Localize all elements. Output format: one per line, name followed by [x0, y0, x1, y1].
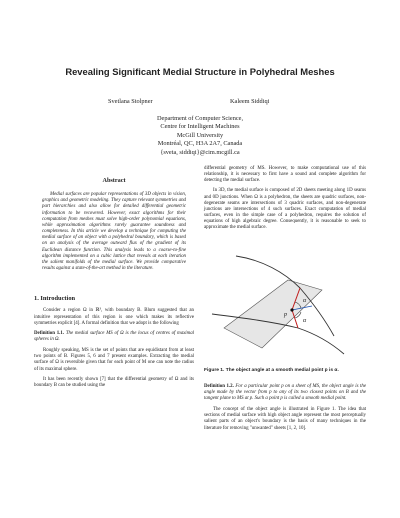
affiliation-line: Department of Computer Science, — [156, 115, 244, 122]
definition-1-2 — [204, 384, 366, 402]
affiliation-line: McGill University — [176, 131, 224, 139]
medial-sheet-plane — [224, 280, 322, 348]
paragraph: In 3D, the medial surface is composed of 2D sheets meeting along 1D seams and 0D junctions. When Ω is a polyhedron, the sheets are quadric surfaces, non-degenerate seams are intersections of 3 quadric surfaces, and non-degenerate junctions are intersections of 4 such surfaces. Exact computation of medial surfaces, even in the simple case of a polyhedron, requires the solution of equations of high algebraic degree. Consequently, it is reasonable to seek to approximate the medial surface. — [204, 188, 366, 231]
affiliation-block — [0, 115, 400, 157]
definition-label: Definition 1.1. — [34, 330, 65, 336]
caption-text: Figure 1. The object angle at a smooth medial point p is α. — [204, 367, 339, 373]
paragraph: Consider a region Ω in ℝ³, with boundary B. Blum suggested that an intuitive representation of this region is one which makes its reflective symmetries explicit [4]. A formal definition that we adopt is the following — [34, 308, 194, 326]
abstract-text: Medial surfaces are popular representations of 3D objects in vision, graphics and geometric modeling. They capture relevant symmetries and part hierarchies and also allow for detailed differential geometric information to be recovered. However, exact algorithms for their computation from meshes must solve high-order polynomial equations, while approximation algorithms rarely guarantee soundness and completeness. In this article we develop a technique for computing the medial surface of an object with a polyhedral boundary, which is based on an analysis of the average outward flux of the gradient of its Euclidean distance function. This analysis leads to a coarse-to-fine algorithm implemented on a cubic lattice that reveals at each iteration the salient manifolds of the medial surface. We provide comparative results against a state-of-the-art method in the literature. — [42, 192, 186, 272]
object-angle-diagram — [204, 236, 366, 364]
author-name: Svetlana Stolpner — [108, 98, 153, 105]
definition-label: Definition 1.2. — [204, 383, 234, 389]
figure-caption — [204, 368, 366, 374]
paper-title: Revealing Significant Medial Structure in Polyhedral Meshes — [65, 66, 335, 77]
figure-1 — [204, 236, 366, 364]
paragraph: Roughly speaking, MS is the set of points that are equidistant from at least two points of B. Figures 5, 6 and 7 present examples. Extracting the medial surface of Ω is reversible given that for each point of M one can note the radius of its maximal sphere. — [34, 348, 194, 372]
medial-point-marker — [290, 308, 293, 311]
right-column — [204, 166, 366, 436]
section-heading: 1. Introduction — [34, 295, 76, 303]
paragraph: The concept of the object angle is illustrated in Figure 1. The idea that sections of medial surface with high object angle represent the most perceptually salient parts of an object's boundary is the basis of many techniques in the literature for removing "unwanted" sheets [1, 2, 10]. — [204, 407, 366, 431]
author-name: Kaleem Siddiqi — [230, 98, 270, 105]
point-label: p — [284, 311, 287, 318]
paragraph: It has been recently shown [7] that the differential geometry of Ω and its boundary B can be studied using the — [34, 376, 194, 388]
paragraph: differential geometry of MS. However, to make computational use of this relationship, it is necessary to first have a sound and complete algorithm for detecting the medial surface. — [204, 166, 366, 184]
abstract-heading: Abstract — [102, 177, 126, 184]
angle-label: α — [303, 317, 307, 324]
angle-label: α — [303, 297, 307, 304]
affiliation-email: {sveta, siddiqi}@cim.mcgill.ca — [160, 148, 240, 156]
definition-text: The medial surface MS of Ω is the locus of centres of maximal spheres in Ω. — [34, 330, 194, 342]
affiliation-line: Montréal, QC, H3A 2A7, Canada — [157, 140, 243, 148]
left-column — [34, 178, 194, 393]
affiliation-line: Centre for Intelligent Machines — [160, 123, 240, 131]
definition-text: For a particular point p on a sheet of MS, the object angle is the angle made by the vector from p to any of its two closest points on B and the tangent plane to MS at p. Such a point p is called a smooth medial point. — [204, 383, 366, 401]
definition-1-1 — [34, 331, 194, 343]
